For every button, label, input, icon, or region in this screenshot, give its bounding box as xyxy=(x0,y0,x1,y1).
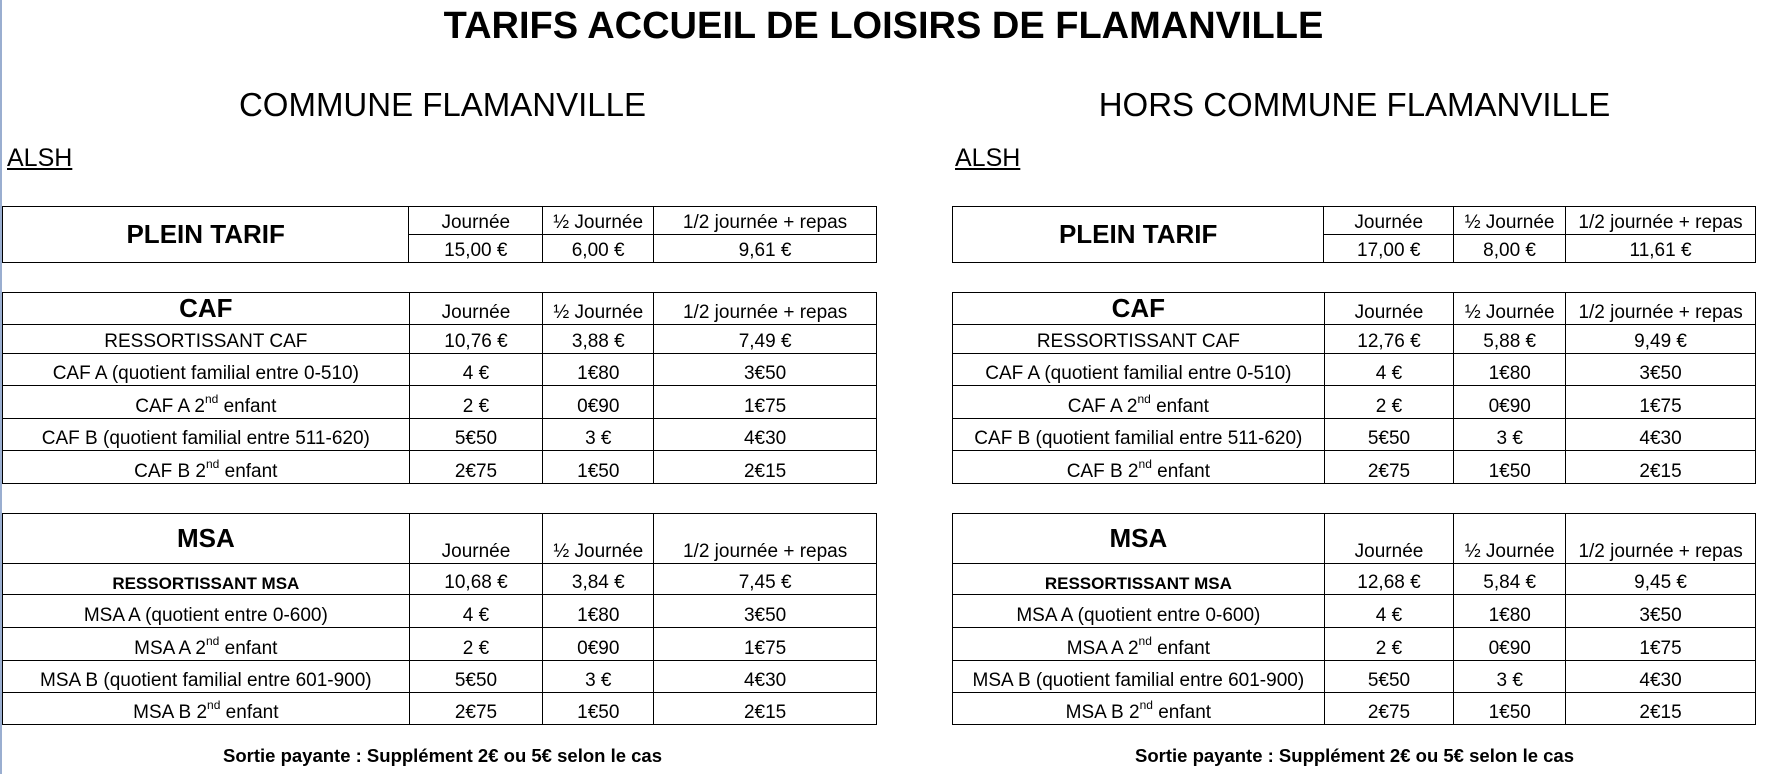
caf-label: CAF xyxy=(3,293,410,325)
alsh-label: ALSH xyxy=(955,144,1021,172)
table-row xyxy=(953,661,1756,693)
price-cell: 3,88 € xyxy=(543,325,654,354)
price-cell: 2€15 xyxy=(654,693,877,725)
table-row xyxy=(953,628,1756,661)
price-cell: 5€50 xyxy=(1324,661,1454,693)
table-row xyxy=(953,386,1756,419)
col-demi: ½ Journée xyxy=(1454,207,1566,235)
plein-tarif-table xyxy=(2,206,877,263)
price-cell: 4€30 xyxy=(1566,661,1756,693)
msa-label: MSA xyxy=(3,514,410,564)
col-demi-repas: 1/2 journée + repas xyxy=(654,514,877,564)
row-label: MSA B (quotient familial entre 601-900) xyxy=(3,661,410,693)
table-row xyxy=(3,419,877,451)
col-demi: ½ Journée xyxy=(543,293,654,325)
table-row xyxy=(3,693,877,725)
price-cell: 7,49 € xyxy=(654,325,877,354)
row-label: CAF B (quotient familial entre 511-620) xyxy=(3,419,410,451)
row-label: RESSORTISSANT CAF xyxy=(3,325,410,354)
col-demi: ½ Journée xyxy=(1454,514,1566,564)
price-cell: 0€90 xyxy=(543,386,654,419)
msa-table xyxy=(2,513,877,725)
price-cell: 17,00 € xyxy=(1324,235,1454,263)
price-cell: 12,76 € xyxy=(1324,325,1454,354)
price-cell: 5,84 € xyxy=(1454,564,1566,595)
col-journee: Journée xyxy=(409,207,543,235)
price-cell: 10,68 € xyxy=(409,564,543,595)
price-cell: 1€75 xyxy=(654,386,877,419)
table-row xyxy=(3,628,877,661)
row-label: MSA A (quotient entre 0-600) xyxy=(953,595,1325,628)
row-label: CAF A 2nd enfant xyxy=(953,386,1325,419)
price-cell: 4 € xyxy=(1324,595,1454,628)
price-cell: 1€80 xyxy=(543,354,654,386)
col-journee: Journée xyxy=(1324,293,1454,325)
price-cell: 2€75 xyxy=(1324,693,1454,725)
price-cell: 3 € xyxy=(1454,419,1566,451)
table-row xyxy=(3,325,877,354)
price-cell: 8,00 € xyxy=(1454,235,1566,263)
price-cell: 1€75 xyxy=(654,628,877,661)
price-cell: 7,45 € xyxy=(654,564,877,595)
price-cell: 1€75 xyxy=(1566,628,1756,661)
msa-label: MSA xyxy=(953,514,1325,564)
alsh-label: ALSH xyxy=(7,144,73,172)
price-cell: 1€80 xyxy=(1454,354,1566,386)
col-demi-repas: 1/2 journée + repas xyxy=(1566,207,1756,235)
col-demi: ½ Journée xyxy=(543,514,654,564)
plein-tarif-table xyxy=(952,206,1756,263)
price-cell: 2 € xyxy=(409,628,543,661)
price-cell: 0€90 xyxy=(1454,628,1566,661)
col-demi: ½ Journée xyxy=(1454,293,1566,325)
table-row xyxy=(953,419,1756,451)
table-row xyxy=(953,354,1756,386)
table-row xyxy=(953,325,1756,354)
row-label: RESSORTISSANT CAF xyxy=(953,325,1325,354)
price-cell: 4 € xyxy=(409,595,543,628)
price-cell: 1€50 xyxy=(1454,693,1566,725)
caf-table xyxy=(952,292,1756,484)
row-label: MSA B (quotient familial entre 601-900) xyxy=(953,661,1325,693)
price-cell: 4€30 xyxy=(654,419,877,451)
price-cell: 1€50 xyxy=(543,693,654,725)
row-label: CAF B 2nd enfant xyxy=(953,451,1325,484)
price-cell: 9,61 € xyxy=(654,235,877,263)
price-cell: 1€75 xyxy=(1566,386,1756,419)
table-row xyxy=(953,564,1756,595)
price-cell: 2€15 xyxy=(654,451,877,484)
price-cell: 4€30 xyxy=(1566,419,1756,451)
caf-table xyxy=(2,292,877,484)
price-cell: 9,49 € xyxy=(1566,325,1756,354)
price-cell: 0€90 xyxy=(1454,386,1566,419)
price-cell: 0€90 xyxy=(543,628,654,661)
col-demi-repas: 1/2 journée + repas xyxy=(654,207,877,235)
price-cell: 1€80 xyxy=(543,595,654,628)
price-cell: 15,00 € xyxy=(409,235,543,263)
price-cell: 4 € xyxy=(409,354,543,386)
row-label: CAF A (quotient familial entre 0-510) xyxy=(953,354,1325,386)
price-cell: 3 € xyxy=(543,661,654,693)
price-cell: 9,45 € xyxy=(1566,564,1756,595)
caf-label: CAF xyxy=(953,293,1325,325)
price-cell: 2€75 xyxy=(1324,451,1454,484)
price-cell: 3€50 xyxy=(1566,595,1756,628)
price-cell: 3 € xyxy=(1454,661,1566,693)
plein-tarif-label: PLEIN TARIF xyxy=(953,207,1324,263)
price-cell: 4 € xyxy=(1324,354,1454,386)
plein-tarif-label: PLEIN TARIF xyxy=(3,207,409,263)
price-cell: 5,88 € xyxy=(1454,325,1566,354)
col-demi-repas: 1/2 journée + repas xyxy=(654,293,877,325)
page-title: TARIFS ACCUEIL DE LOISIRS DE FLAMANVILLE xyxy=(443,5,1324,47)
row-label: RESSORTISSANT MSA xyxy=(953,564,1325,595)
col-journee: Journée xyxy=(409,514,543,564)
col-demi-repas: 1/2 journée + repas xyxy=(1566,293,1756,325)
msa-table xyxy=(952,513,1756,725)
price-cell: 2 € xyxy=(1324,386,1454,419)
col-journee: Journée xyxy=(1324,207,1454,235)
row-label: MSA A 2nd enfant xyxy=(3,628,410,661)
table-row xyxy=(3,661,877,693)
row-label: MSA B 2nd enfant xyxy=(953,693,1325,725)
price-cell: 2€75 xyxy=(409,451,543,484)
row-label: CAF B (quotient familial entre 511-620) xyxy=(953,419,1325,451)
price-cell: 11,61 € xyxy=(1566,235,1756,263)
price-cell: 12,68 € xyxy=(1324,564,1454,595)
row-label: CAF A 2nd enfant xyxy=(3,386,410,419)
row-label: MSA A (quotient entre 0-600) xyxy=(3,595,410,628)
price-cell: 3€50 xyxy=(654,354,877,386)
price-cell: 2 € xyxy=(1324,628,1454,661)
col-journee: Journée xyxy=(409,293,543,325)
section-heading: COMMUNE FLAMANVILLE xyxy=(238,86,647,123)
price-cell: 5€50 xyxy=(1324,419,1454,451)
price-cell: 2 € xyxy=(409,386,543,419)
price-cell: 6,00 € xyxy=(543,235,654,263)
price-cell: 3€50 xyxy=(654,595,877,628)
table-row xyxy=(3,386,877,419)
price-cell: 3,84 € xyxy=(543,564,654,595)
price-cell: 10,76 € xyxy=(409,325,543,354)
price-cell: 1€50 xyxy=(543,451,654,484)
row-label: RESSORTISSANT MSA xyxy=(3,564,410,595)
price-cell: 3€50 xyxy=(1566,354,1756,386)
table-row xyxy=(3,451,877,484)
footnote: Sortie payante : Supplément 2€ ou 5€ selon le cas xyxy=(1135,745,1575,766)
col-journee: Journée xyxy=(1324,514,1454,564)
table-row xyxy=(3,564,877,595)
table-row xyxy=(953,693,1756,725)
section-heading: HORS COMMUNE FLAMANVILLE xyxy=(1098,86,1611,123)
col-demi: ½ Journée xyxy=(543,207,654,235)
table-row xyxy=(3,354,877,386)
price-cell: 3 € xyxy=(543,419,654,451)
table-row xyxy=(3,595,877,628)
col-demi-repas: 1/2 journée + repas xyxy=(1566,514,1756,564)
footnote: Sortie payante : Supplément 2€ ou 5€ selon le cas xyxy=(223,745,663,766)
price-cell: 1€80 xyxy=(1454,595,1566,628)
price-cell: 5€50 xyxy=(409,419,543,451)
row-label: CAF A (quotient familial entre 0-510) xyxy=(3,354,410,386)
price-cell: 5€50 xyxy=(409,661,543,693)
price-cell: 2€75 xyxy=(409,693,543,725)
price-cell: 2€15 xyxy=(1566,451,1756,484)
table-row xyxy=(953,451,1756,484)
price-cell: 1€50 xyxy=(1454,451,1566,484)
row-label: MSA B 2nd enfant xyxy=(3,693,410,725)
row-label: MSA A 2nd enfant xyxy=(953,628,1325,661)
price-cell: 4€30 xyxy=(654,661,877,693)
table-row xyxy=(953,595,1756,628)
row-label: CAF B 2nd enfant xyxy=(3,451,410,484)
price-cell: 2€15 xyxy=(1566,693,1756,725)
